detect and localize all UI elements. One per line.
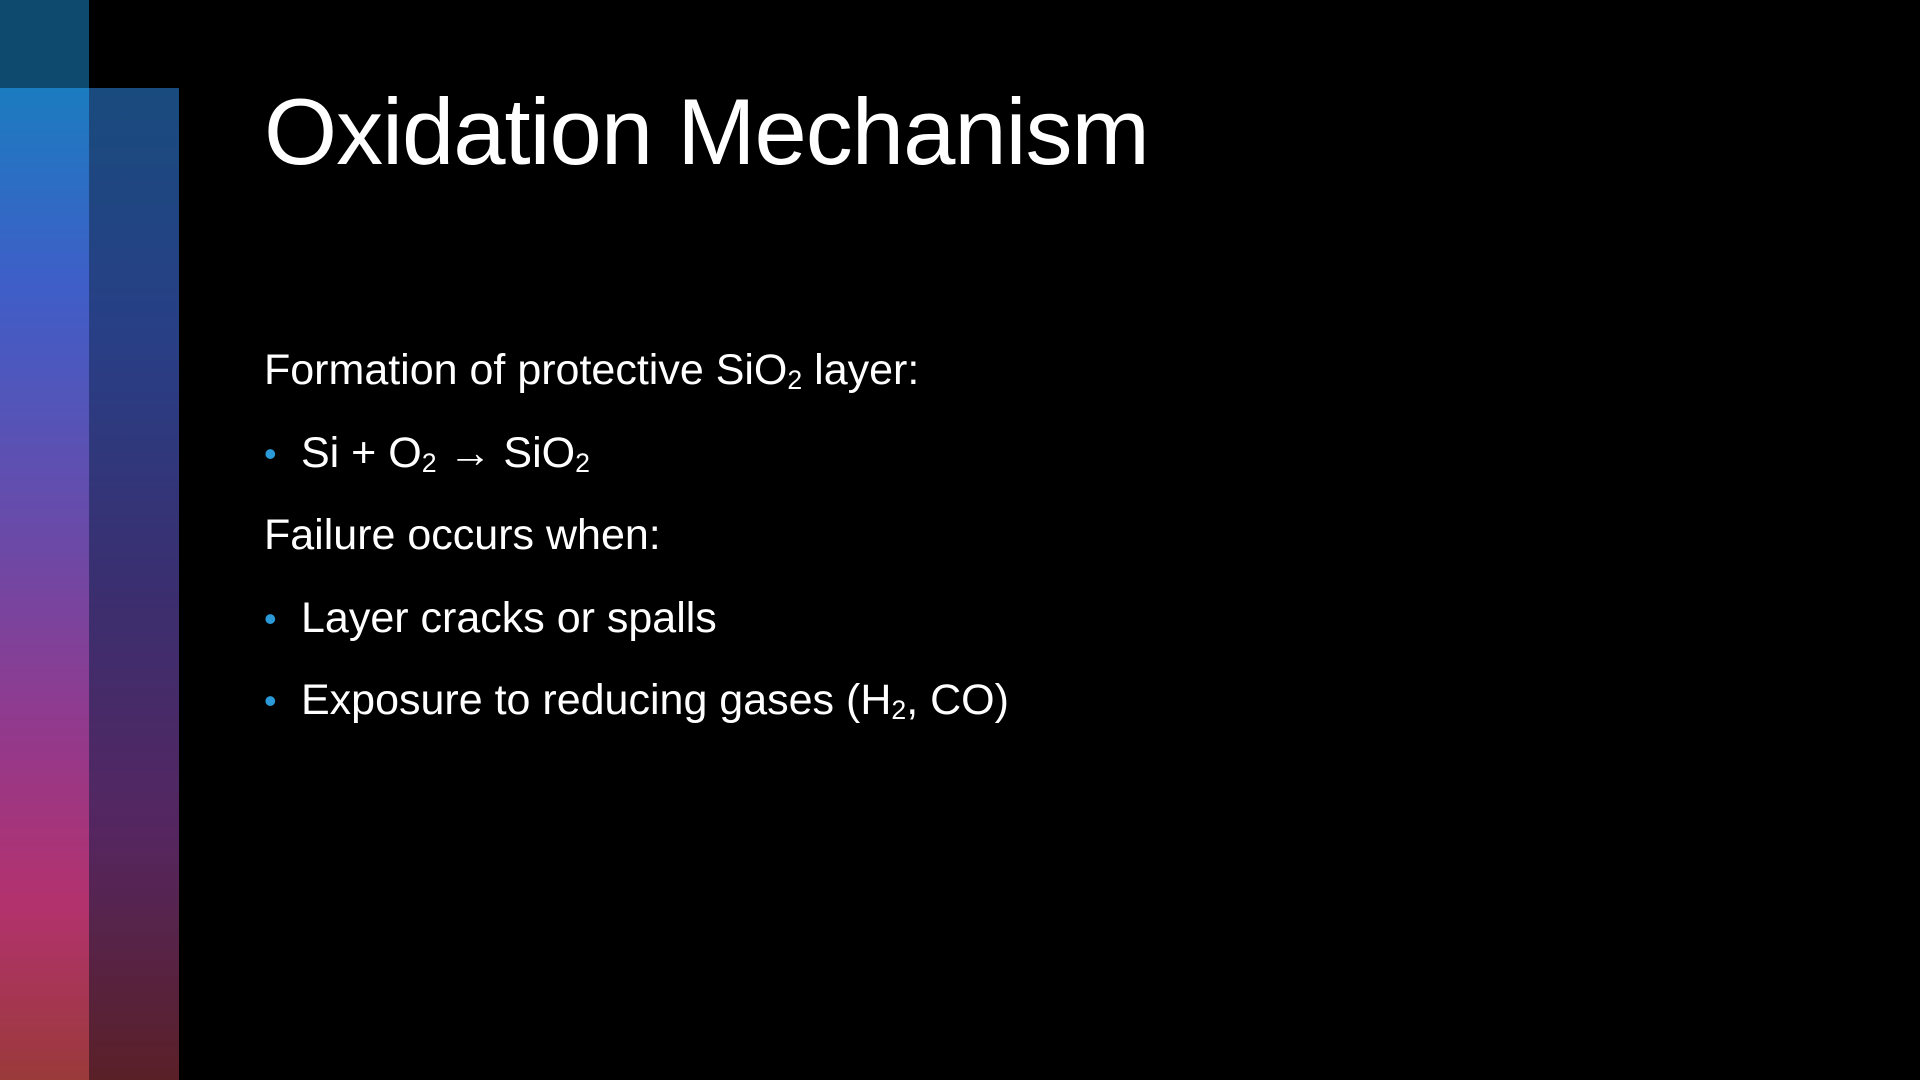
decorative-gradient-bar-outer [0, 88, 89, 1080]
bullet-item-reaction: • $Si + O_2 \to SiO_2$ [264, 428, 1764, 480]
slide-title: Oxidation Mechanism [264, 79, 1149, 184]
slide-body [264, 345, 1764, 758]
bullet-item-cracks: • Layer cracks or spalls [264, 593, 1764, 645]
bullet-icon: • [264, 432, 277, 474]
decorative-bar-top [0, 0, 89, 88]
decorative-gradient-bar-inner [89, 88, 179, 1080]
bullet-icon: • [264, 680, 277, 722]
failure-heading: Failure occurs when: [264, 511, 661, 560]
intro-text: Formation of protective SiO$_2$ layer: [264, 346, 920, 395]
bullet-icon: • [264, 597, 277, 639]
bullet-item-reducing-gases: • Exposure to reducing gases ($H_2$, CO) [264, 675, 1764, 727]
